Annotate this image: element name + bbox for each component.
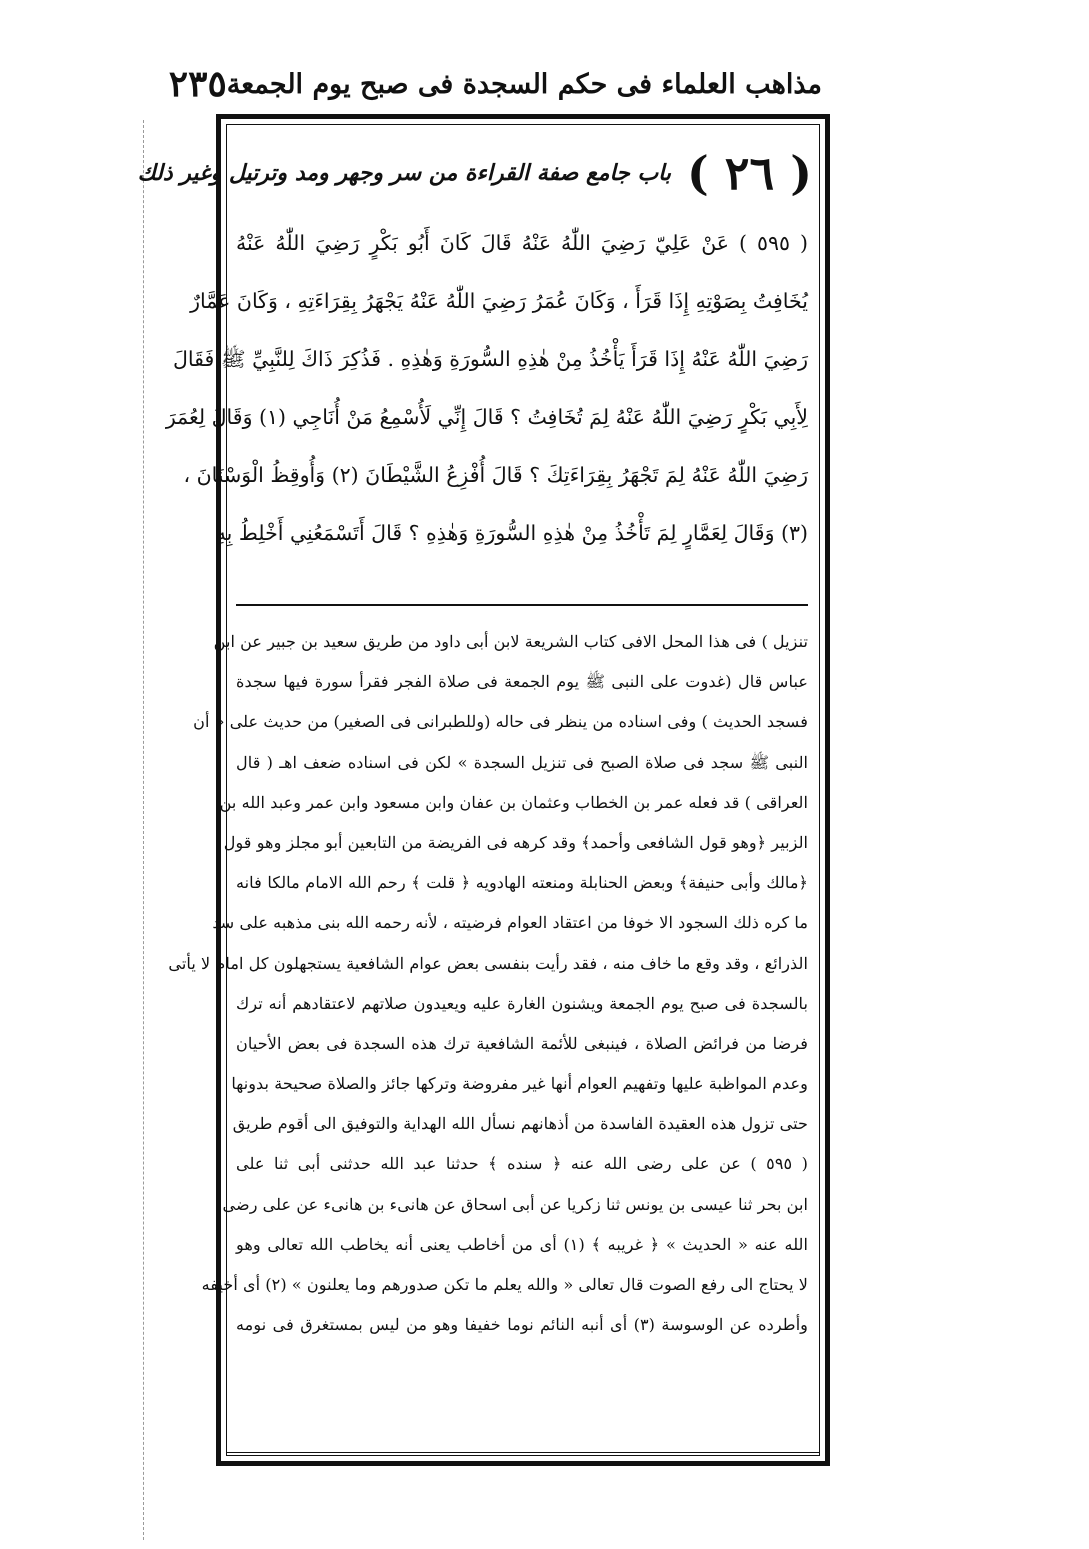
page-number: ٢٣٥	[168, 63, 227, 105]
commentary-line: ما كره ذلك السجود الا خوفا من اعتقاد العوام فرضيته ، لأنه رحمه الله بنى مذهبه على سد	[212, 913, 808, 933]
commentary-line: فسجد الحديث ) وفى اسناده من ينظر فى حاله (وللطبرانى فى الصغير) من حديث على « أن	[193, 712, 808, 732]
commentary-line: حتى تزول هذه العقيدة الفاسدة من أذهانهم نسأل الله الهداية والتوفيق الى أقوم طريق	[232, 1114, 808, 1134]
hadith-line: رَضِيَ اللّٰهُ عَنْهُ لِمَ تَجْهَرُ بِقِرَاءَتِكَ ؟ قَالَ أُفْزِعُ الشَّيْطَانَ (٢) وَأُوقِظُ الْوَسْنَانَ ،	[183, 463, 808, 487]
commentary-line: النبى ﷺ سجد فى صلاة الصبح فى تنزيل السجدة » لكن فى اسناده ضعف اهـ ( قال	[236, 752, 808, 772]
commentary-text	[168, 622, 809, 1345]
commentary-line: تنزيل ) فى هذا المحل الافى كتاب الشريعة لابن أبى داود من طريق سعيد بن جبير عن ابن	[213, 632, 808, 651]
running-title: مذاهب العلماء فى حكم السجدة فى صبح يوم الجمعة	[226, 68, 822, 100]
commentary-line: ابن بحر ثنا عيسى بن يونس ثنا زكريا عن أبى اسحاق عن هانىء بن هانىء عن على رضى	[222, 1194, 808, 1214]
commentary-line: الله عنه « الحديث » ﴿ غريبه ﴾ (١) أى من أخاطب يعنى أنه يخاطب الله تعالى وهو	[236, 1234, 808, 1254]
hadith-line: يُخَافِتُ بِصَوْتِهِ إِذَا قَرَأَ ، وَكَانَ عُمَرُ رَضِيَ اللّٰهُ عَنْهُ يَجْهَرُ بِقِرَاءَتِهِ ، وَكَانَ عَمَّارٌ	[190, 289, 808, 313]
scan-margin-line	[143, 120, 144, 1540]
commentary-line: ( ٥٩٥ ) عن على رضى الله عنه ﴿ سنده ﴾ حدثنا عبد الله حدثنى أبى ثنا على	[236, 1154, 808, 1174]
section-divider	[236, 604, 808, 606]
commentary-line: الذرائع ، وقد وقع ما خاف منه ، فقد رأيت بنفسى بعض عوام الشافعية يستجهلون كل امام لا يأتى	[168, 953, 808, 973]
hadith-line: رَضِيَ اللّٰهُ عَنْهُ إِذَا قَرَأَ يَأْخُذُ مِنْ هٰذِهِ السُّورَةِ وَهٰذِهِ . فَذُكِرَ ذَاكَ لِلنَّبِيِّ ﷺ فَقَالَ	[173, 347, 808, 371]
hadith-line: ( ٥٩٥ ) عَنْ عَلِيّ رَضِيَ اللّٰهُ عَنْهُ قَالَ كَانَ أَبُو بَكْرٍ رَضِيَ اللّٰهُ عَنْهُ	[236, 231, 809, 255]
hadith-text	[165, 214, 809, 562]
commentary-line: فرضا من فرائض الصلاة ، فينبغى للأئمة الشافعية ترك هذه السجدة فى بعض الأحيان	[236, 1033, 808, 1053]
commentary-line: وعدم المواظبة عليها وتفهيم العوام أنها غير مفروضة وتركها جائز والصلاة صحيحة بدونها	[231, 1074, 808, 1094]
chapter-heading	[137, 138, 812, 208]
running-header	[168, 58, 822, 110]
chapter-title: باب جامع صفة القراءة من سر وجهر ومد وترتيل وغير ذلك	[137, 160, 672, 186]
chapter-number: ( ٢٦ )	[687, 146, 812, 200]
commentary-line: لا يحتاج الى رفع الصوت قال تعالى « والله يعلم ما تكن صدورهم وما يعلنون » (٢) أى أخيفه	[201, 1275, 808, 1294]
hadith-line: لِأَبِي بَكْرٍ رَضِيَ اللّٰهُ عَنْهُ لِمَ تُخَافِتُ ؟ قَالَ إِنِّي لَأُسْمِعُ مَنْ أُنَاجِي (١) وَقَالَ لِعُمَرَ	[165, 405, 808, 429]
bottom-rule	[226, 1452, 820, 1453]
commentary-line: بالسجدة فى صبح يوم الجمعة ويشنون الغارة عليه ويعيدون صلاتهم لاعتقادهم أنه ترك	[236, 993, 808, 1013]
commentary-line: ﴿مالك وأبى حنيفة﴾ وبعض الحنابلة ومنعته الهادويه ﴿ قلت ﴾ رحم الله الامام مالكا فانه	[236, 873, 808, 893]
commentary-line: وأطرده عن الوسوسة (٣) أى أنبه النائم نوما خفيفا وهو من ليس بمستغرق فى نومه	[236, 1315, 809, 1335]
commentary-line: عباس قال (غدوت على النبى ﷺ يوم الجمعة فى صلاة الفجر فقرأ سورة فيها سجدة	[236, 672, 808, 692]
hadith-line: (٣) وَقَالَ لِعَمَّارٍ لِمَ تَأْخُذُ مِنْ هٰذِهِ السُّورَةِ وَهٰذِهِ ؟ قَالَ أَتَسْمَعُنِي أَخْلِطُ بِهِ	[215, 521, 808, 545]
commentary-line: الزبير ﴿وهو قول الشافعى وأحمد﴾ وقد كرهه فى الفريضة من التابعين أبو مجلز وهو قول	[223, 832, 808, 852]
commentary-line: العراقى ) قد فعله عمر بن الخطاب وعثمان بن عفان وابن مسعود وابن عمر وعبد الله بن	[219, 792, 808, 812]
